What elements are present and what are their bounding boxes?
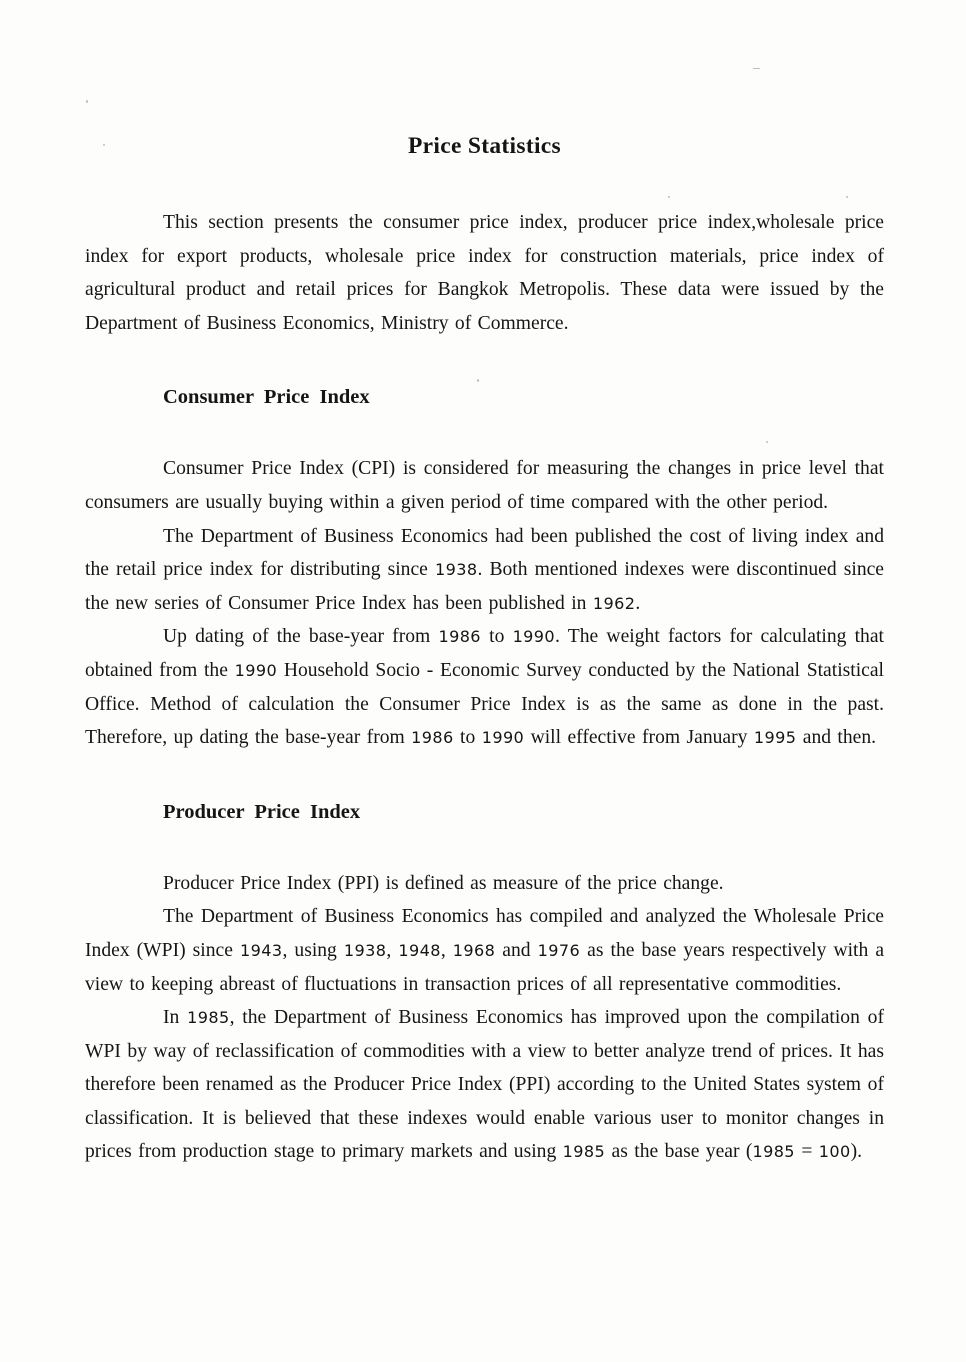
ppi-paragraph-2: The Department of Business Economics has compiled and analyzed the Wholesale Price Index (WPI) since 1943, using 1938, 1948, 1968 and 1976 as the base years respectively with a view to keeping abreast of fluctuations in transaction prices of all representative commodities. <box>85 906 885 995</box>
section-producer-price-index <box>85 796 884 1169</box>
section-consumer-price-index <box>85 381 884 754</box>
scan-speck <box>766 441 768 443</box>
scan-speck <box>103 144 105 146</box>
ppi-paragraph-1: Producer Price Index (PPI) is defined as measure of the price change. <box>163 872 724 894</box>
scan-speck <box>86 100 88 103</box>
producer-price-index-heading: Producer Price Index <box>163 800 361 823</box>
section-intro <box>85 206 884 340</box>
scan-speck <box>477 379 479 382</box>
intro-paragraph: This section presents the consumer price index, producer price index,wholesale price index for export products, wholesale price index for construction materials, price index of agricultural product and retail prices for Bangkok Metropolis. These data were issued by the Department of Business Economics, Ministry of Commerce. <box>85 212 884 334</box>
page-title: Price Statistics <box>408 133 561 159</box>
cpi-paragraph-3: Up dating of the base-year from 1986 to 1990. The weight factors for calculating that obtained from the 1990 Household Socio - Economic Survey conducted by the National Statistical Office. Method of calculation the Consumer Price Index is as the same as done in the past. Therefore, up dating the base-year from 1986 to 1990 will effective from January 1995 and then. <box>85 626 884 749</box>
scan-speck <box>668 196 670 198</box>
cpi-paragraph-1: Consumer Price Index (CPI) is considered for measuring the changes in price level that consumers are usually buying within a given period of time compared with the other period. <box>85 458 884 513</box>
consumer-price-index-heading: Consumer Price Index <box>163 386 370 409</box>
scan-speck <box>753 68 760 69</box>
scan-speck <box>846 196 848 198</box>
ppi-paragraph-3: In 1985, the Department of Business Economics has improved upon the compilation of WPI by way of reclassification of commodities with a view to better analyze trend of prices. It has therefore been renamed as the Producer Price Index (PPI) according to the United States system of classification. It is believed that these indexes would enable various user to monitor changes in prices from production stage to primary markets and using 1985 as the base year (1985 = 100). <box>85 1007 884 1163</box>
cpi-paragraph-2: The Department of Business Economics had been published the cost of living index and the retail price index for distributing since 1938. Both mentioned indexes were discontinued since the new series of Consumer Price Index has been published in 1962. <box>85 525 885 614</box>
